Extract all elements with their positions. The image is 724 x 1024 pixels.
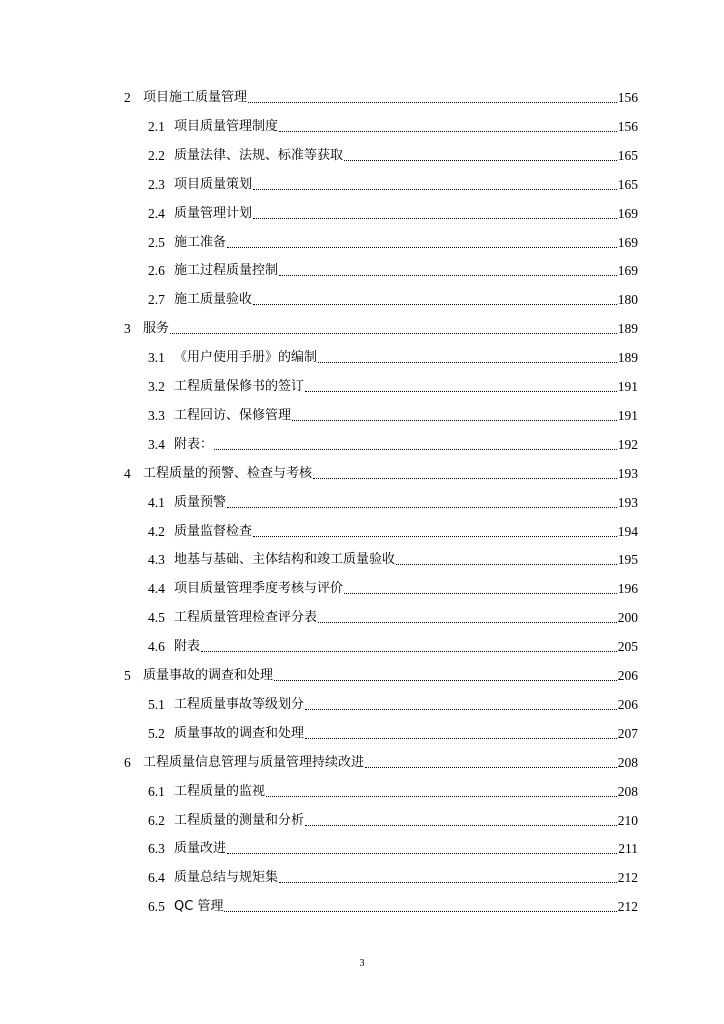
toc-dot-leader <box>279 882 617 883</box>
toc-entry[interactable] <box>148 606 638 626</box>
toc-dot-leader <box>305 738 617 739</box>
toc-entry-title: 地基与基础、主体结构和竣工质量验收 <box>174 552 396 568</box>
toc-entry-page: 193 <box>617 465 638 481</box>
toc-dot-leader <box>305 825 617 826</box>
toc-entry-page: 189 <box>617 350 638 366</box>
toc-entry-number: 2.4 <box>148 205 165 221</box>
toc-entry-number: 2.7 <box>148 292 165 308</box>
toc-entry-number: 4.6 <box>148 639 165 655</box>
toc-entry[interactable] <box>148 780 638 800</box>
toc-entry[interactable] <box>124 317 638 337</box>
toc-entry-number: 6 <box>124 754 131 770</box>
toc-entry[interactable] <box>148 231 638 251</box>
toc-entry[interactable] <box>124 462 638 482</box>
toc-entry[interactable] <box>148 404 638 424</box>
toc-entry-title: 附表 <box>174 639 201 655</box>
toc-dot-leader <box>227 247 617 248</box>
toc-entry-title: 质量事故的调查和处理 <box>143 668 274 683</box>
toc-entry-title: 质量管理计划 <box>174 205 253 221</box>
toc-entry-page: 194 <box>617 523 638 539</box>
toc-entry-title: 工程质量事故等级划分 <box>174 696 305 712</box>
toc-entry-page: 156 <box>617 118 638 134</box>
toc-entry[interactable] <box>148 202 638 222</box>
toc-entry-number: 2.1 <box>148 118 165 134</box>
toc-entry-number: 2 <box>124 90 131 105</box>
toc-entry-page: 208 <box>617 783 638 799</box>
toc-dot-leader <box>292 420 617 421</box>
toc-entry-page: 196 <box>617 581 638 597</box>
toc-entry[interactable] <box>148 809 638 829</box>
toc-dot-leader <box>227 507 617 508</box>
toc-entry[interactable] <box>148 722 638 742</box>
toc-entry-number: 4.1 <box>148 494 165 510</box>
toc-entry[interactable] <box>148 837 638 857</box>
toc-dot-leader <box>266 796 617 797</box>
toc-dot-leader <box>201 651 617 652</box>
toc-dot-leader <box>313 478 617 479</box>
toc-entry-number: 3.2 <box>148 379 165 394</box>
toc-entry-title: 《用户使用手册》的编制 <box>174 350 318 366</box>
toc-entry-number: 6.3 <box>148 841 165 857</box>
toc-entry[interactable] <box>148 577 638 597</box>
toc-entry-title: 项目质量策划 <box>174 176 253 192</box>
toc-entry-number: 2.3 <box>148 176 165 192</box>
toc-entry-title: 工程质量的预警、检查与考核 <box>143 465 313 481</box>
toc-entry-page: 192 <box>617 436 638 452</box>
toc-entry-number: 4.2 <box>148 523 165 539</box>
toc-entry[interactable] <box>124 664 638 684</box>
toc-entry-page: 206 <box>617 696 638 712</box>
toc-entry-page: 191 <box>617 407 638 423</box>
toc-entry-page: 206 <box>617 668 638 683</box>
toc-entry-title: 服务 <box>143 321 170 337</box>
toc-dot-leader <box>274 680 617 681</box>
toc-entry-number: 3.4 <box>148 436 165 452</box>
toc-entry[interactable] <box>148 491 638 511</box>
toc-dot-leader <box>279 275 617 276</box>
toc-entry-page: 193 <box>617 494 638 510</box>
toc-entry[interactable] <box>148 375 638 395</box>
toc-entry-number: 6.5 <box>148 899 165 915</box>
toc-dot-leader <box>279 131 617 132</box>
toc-dot-leader <box>396 564 617 565</box>
toc-entry-title: 质量法律、法规、标准等获取 <box>174 147 344 163</box>
toc-entry-title: 工程质量信息管理与质量管理持续改进 <box>143 754 365 770</box>
toc-dot-leader <box>305 709 617 710</box>
toc-dot-leader <box>253 304 617 305</box>
toc-entry-page: 169 <box>617 234 638 250</box>
toc-entry-page: 195 <box>617 552 638 568</box>
toc-entry-page: 165 <box>617 147 638 163</box>
toc-entry-title: 质量监督检查 <box>174 523 253 539</box>
toc-entry-number: 4.5 <box>148 610 165 626</box>
toc-entry-page: 165 <box>617 176 638 192</box>
toc-entry-number: 3 <box>124 321 131 337</box>
toc-entry-title: 工程回访、保修管理 <box>174 407 292 423</box>
page-number: 3 <box>359 958 365 969</box>
toc-entry[interactable] <box>148 520 638 540</box>
toc-entry[interactable] <box>148 548 638 568</box>
toc-entry-title: 工程质量的测量和分析 <box>174 812 305 828</box>
toc-entry-page: 191 <box>617 379 638 394</box>
toc-dot-leader <box>253 536 617 537</box>
toc-entry[interactable] <box>148 693 638 713</box>
toc-entry-number: 2.5 <box>148 234 165 250</box>
toc-entry[interactable] <box>148 144 638 164</box>
toc-entry-number: 4 <box>124 465 131 481</box>
toc-entry-title: 附表： <box>174 436 214 452</box>
toc-entry-number: 5.1 <box>148 696 165 712</box>
toc-entry-title: 质量事故的调查和处理 <box>174 725 305 741</box>
toc-entry-page: 212 <box>617 870 638 886</box>
toc-entry-title: 项目质量管理制度 <box>174 118 279 134</box>
toc-entry-title: 施工准备 <box>174 234 227 250</box>
toc-entry[interactable] <box>124 86 638 106</box>
toc-entry-page: 208 <box>617 754 638 770</box>
toc-dot-leader <box>318 362 617 363</box>
toc-dot-leader <box>248 102 617 103</box>
toc-entry-title: 项目施工质量管理 <box>143 90 248 105</box>
toc-entry-number: 5 <box>124 668 131 683</box>
toc-entry-title: 质量改进 <box>174 841 227 857</box>
toc-entry-title: 质量预警 <box>174 494 227 510</box>
toc-entry-title: 工程质量保修书的签订 <box>174 379 305 394</box>
toc-dot-leader <box>227 853 617 854</box>
toc-entry[interactable] <box>148 115 638 135</box>
toc-entry-title: 施工过程质量控制 <box>174 263 279 279</box>
toc-entry-page: 212 <box>617 899 638 915</box>
toc-entry-page: 200 <box>617 610 638 626</box>
toc-dot-leader <box>305 391 617 392</box>
toc-entry-page: 205 <box>617 639 638 655</box>
toc-entry[interactable] <box>124 751 638 771</box>
toc-entry-page: 169 <box>617 205 638 221</box>
toc-dot-leader <box>170 333 617 334</box>
toc-entry-page: 169 <box>617 263 638 279</box>
toc-entry-title: 施工质量验收 <box>174 292 253 308</box>
toc-entry-title: 质量总结与规矩集 <box>174 870 279 886</box>
toc-dot-leader <box>318 622 617 623</box>
toc-dot-leader <box>344 593 617 594</box>
toc-entry-page: 211 <box>618 841 638 857</box>
toc-dot-leader <box>224 911 616 912</box>
toc-entry-title: 工程质量管理检查评分表 <box>174 610 318 626</box>
toc-entry-number: 6.2 <box>148 812 165 828</box>
toc-entry-number: 2.6 <box>148 263 165 279</box>
toc-dot-leader <box>344 160 617 161</box>
toc-entry-number: 3.3 <box>148 407 165 423</box>
toc-dot-leader <box>253 189 617 190</box>
toc-entry[interactable] <box>148 346 638 366</box>
toc-entry[interactable] <box>148 895 638 915</box>
toc-entry-number: 6.1 <box>148 783 165 799</box>
toc-entry-page: 210 <box>617 812 638 828</box>
toc-entry[interactable] <box>148 866 638 886</box>
toc-entry[interactable] <box>148 635 638 655</box>
toc-entry[interactable] <box>148 259 638 279</box>
toc-entry-number: 3.1 <box>148 350 165 366</box>
toc-entry-page: 207 <box>617 725 638 741</box>
toc-entry-page: 156 <box>617 90 638 105</box>
toc-entry-title: 工程质量的监视 <box>174 783 266 799</box>
toc-entry-page: 189 <box>617 321 638 337</box>
toc-entry-title: 项目质量管理季度考核与评价 <box>174 581 344 597</box>
toc-entry-number: 6.4 <box>148 870 165 886</box>
toc-entry[interactable] <box>148 433 638 453</box>
toc-entry-number: 5.2 <box>148 725 165 741</box>
toc-dot-leader <box>365 767 617 768</box>
toc-entry-number: 4.4 <box>148 581 165 597</box>
toc-entry-title: QC 管理 <box>174 899 224 915</box>
toc-dot-leader <box>214 449 617 450</box>
toc-entry-page: 180 <box>617 292 638 308</box>
toc-dot-leader <box>253 218 617 219</box>
toc-entry-number: 4.3 <box>148 552 165 568</box>
toc-entry[interactable] <box>148 173 638 193</box>
toc-entry[interactable] <box>148 288 638 308</box>
toc-entry-number: 2.2 <box>148 147 165 163</box>
